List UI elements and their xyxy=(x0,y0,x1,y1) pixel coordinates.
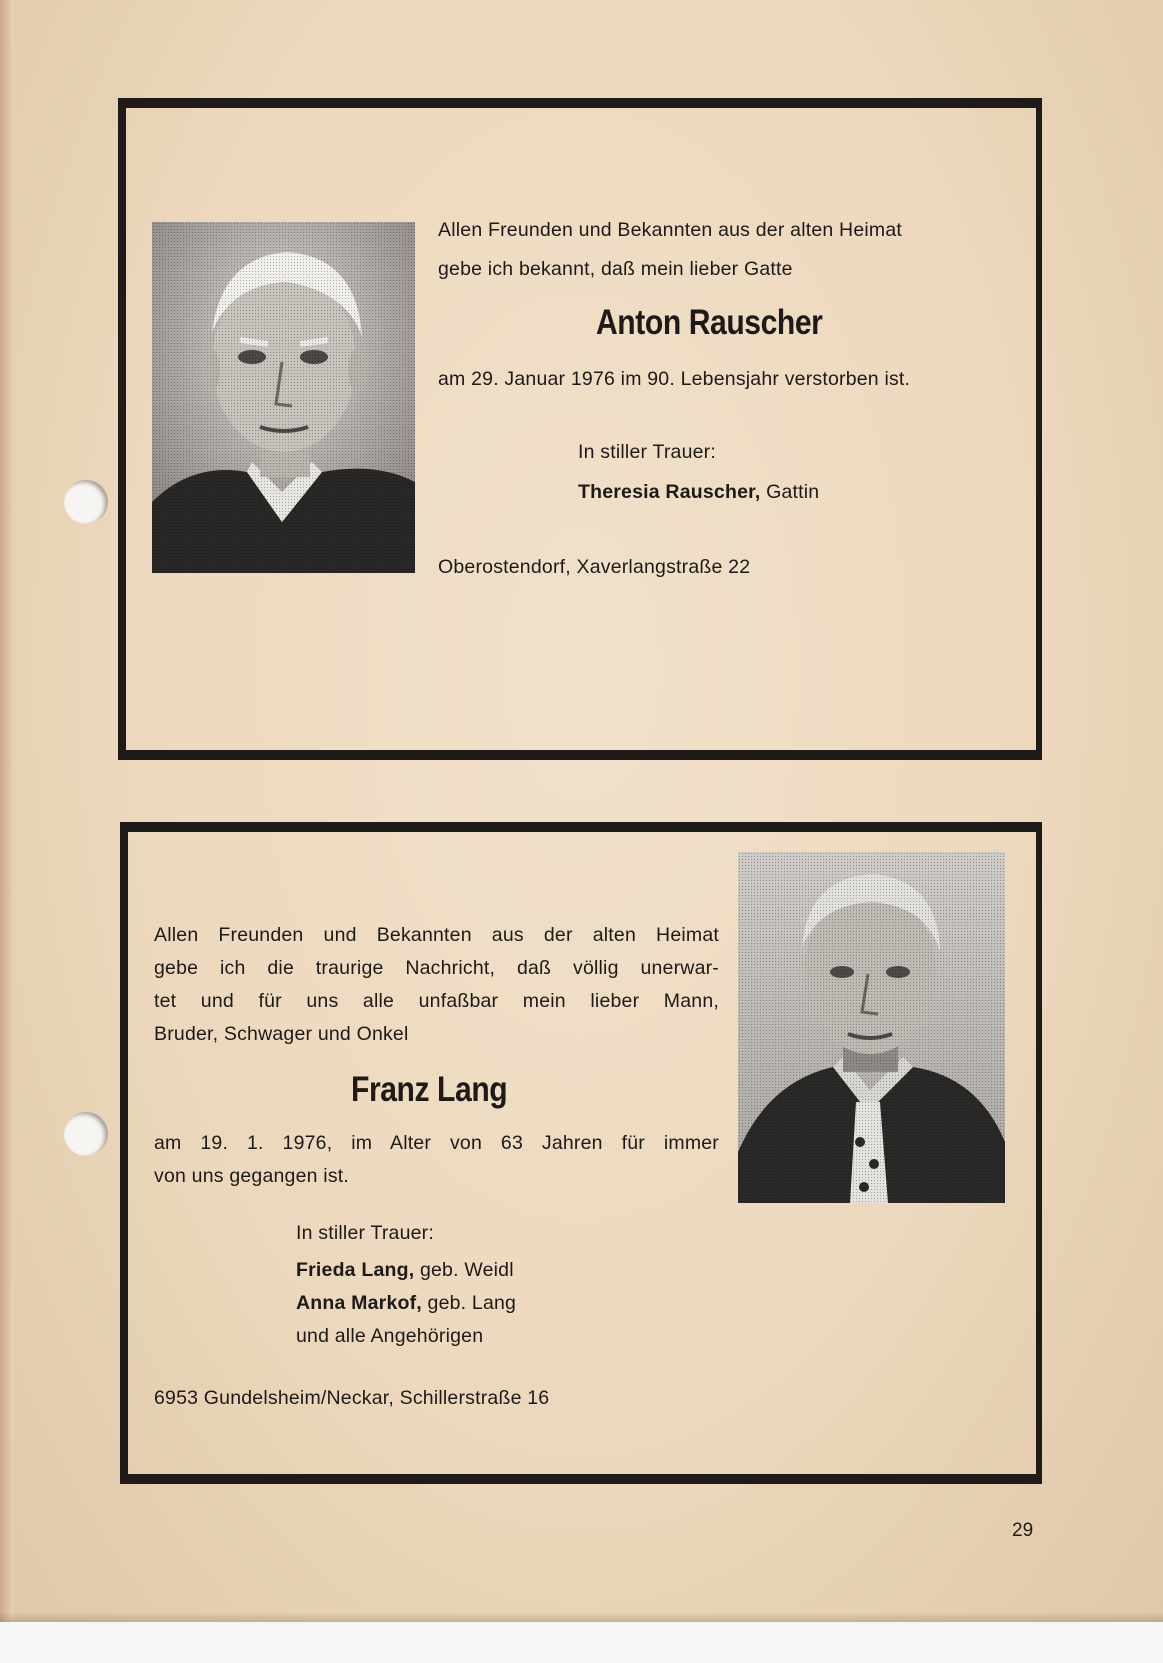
notice2-death-line2: von uns gegangen ist. xyxy=(154,1165,350,1187)
notice2-address: 6953 Gundelsheim/Neckar, Schillerstraße 16 xyxy=(154,1387,550,1409)
notice2-intro-line3: tet und für uns alle unfaßbar mein lieber Mann, xyxy=(154,990,719,1012)
notice1-intro-line2: gebe ich bekannt, daß mein lieber Gatte xyxy=(438,258,793,280)
mourner-relation: geb. Lang xyxy=(427,1292,517,1314)
mourning-label: In stiller Trauer: xyxy=(296,1222,434,1244)
notice1-intro-line1: Allen Freunden und Bekannten aus der alten Heimat xyxy=(438,219,903,241)
deceased-name-heading: Anton Rauscher xyxy=(596,303,823,342)
deceased-name-heading: Franz Lang xyxy=(351,1070,508,1109)
mourner-name: Frieda Lang, xyxy=(296,1259,415,1281)
notice2-intro-line1: Allen Freunden und Bekannten aus der alten Heimat xyxy=(154,924,719,946)
notice1-address: Oberostendorf, Xaverlangstraße 22 xyxy=(438,556,751,578)
mourner-line-2 xyxy=(296,1286,516,1320)
mourning-label: In stiller Trauer: xyxy=(578,441,716,463)
portrait-photo-franz-lang xyxy=(738,852,1005,1203)
mourner-line-1 xyxy=(296,1253,514,1287)
notice2-death-line1: am 19. 1. 1976, im Alter von 63 Jahren für immer xyxy=(154,1132,719,1154)
page-edge xyxy=(0,0,14,1663)
notice1-death-line: am 29. Januar 1976 im 90. Lebensjahr verstorben ist. xyxy=(438,368,911,390)
mourner-relation: geb. Weidl xyxy=(419,1259,514,1281)
notice2-intro-line4: Bruder, Schwager und Onkel xyxy=(154,1023,409,1045)
mourner-relation: Gattin xyxy=(766,481,820,503)
scan-background-strip xyxy=(0,1622,1163,1663)
mourner-line xyxy=(578,475,819,509)
punch-hole-upper xyxy=(64,480,108,524)
portrait-photo-anton-rauscher xyxy=(152,222,415,573)
mourner-name: Theresia Rauscher, xyxy=(578,481,761,503)
punch-hole-lower xyxy=(64,1112,108,1156)
mourner-name: Anna Markof, xyxy=(296,1292,422,1314)
mourners-others: und alle Angehörigen xyxy=(296,1325,484,1347)
page-number: 29 xyxy=(1012,1520,1034,1541)
notice2-intro-line2: gebe ich die traurige Nachricht, daß völlig unerwar- xyxy=(154,957,719,979)
